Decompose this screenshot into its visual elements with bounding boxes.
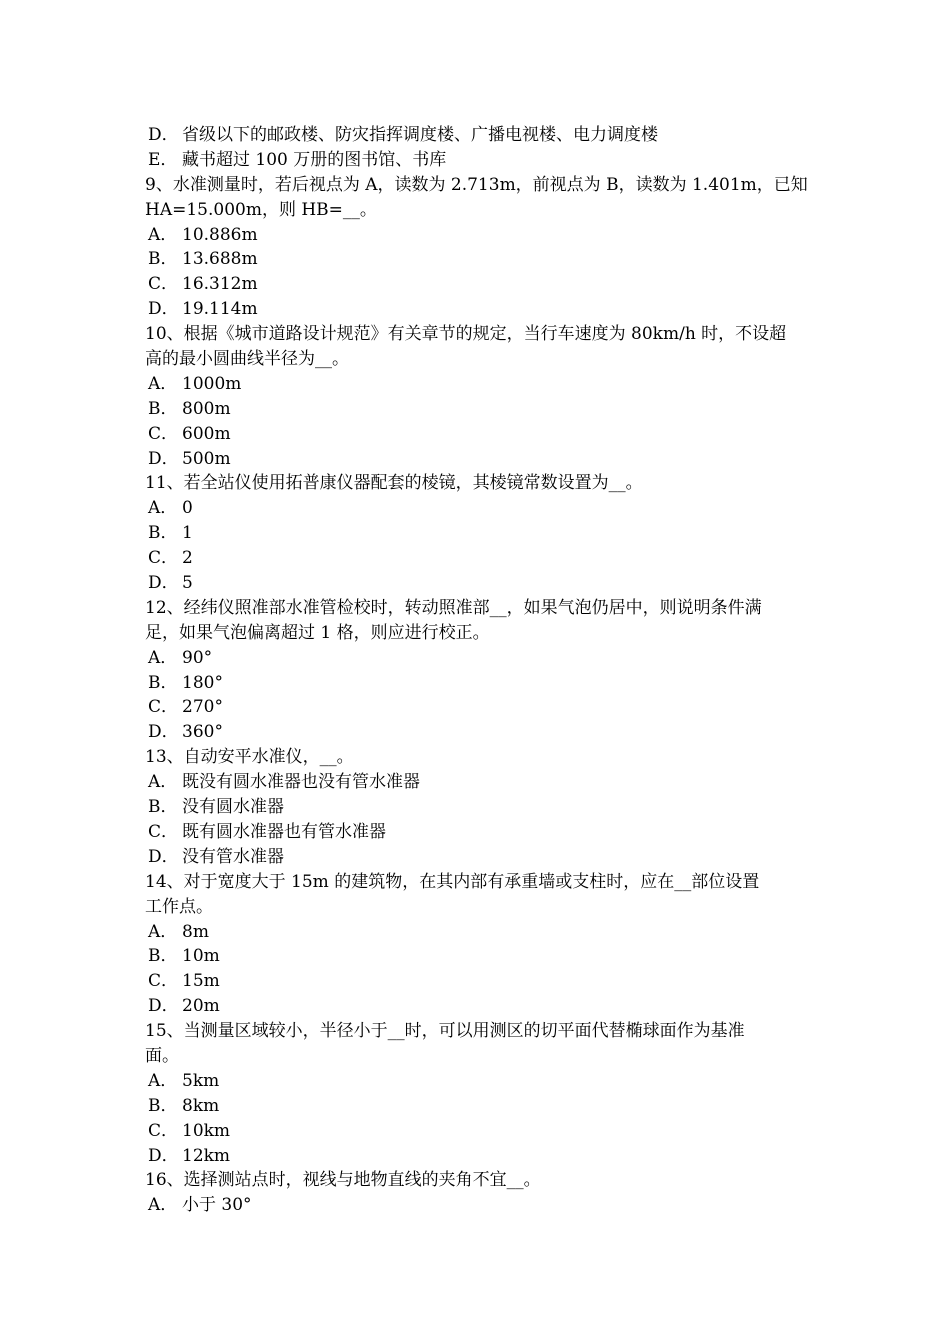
question-text: 面。 — [145, 1045, 179, 1066]
question-text: 14、对于宽度大于 15m 的建筑物，在其内部有承重墙或支柱时，应在__部位设置 — [145, 871, 760, 892]
option-c: C． 2 — [148, 548, 193, 569]
option-b: B． 没有圆水准器 — [148, 797, 284, 818]
question-11 — [145, 471, 810, 595]
question-text: 16、选择测站点时，视线与地物直线的夹角不宜__。 — [145, 1170, 541, 1191]
option-d: D． 500m — [148, 448, 231, 469]
document-page — [145, 123, 810, 1218]
question-12 — [145, 596, 810, 745]
option-c: C． 既有圆水准器也有管水准器 — [148, 821, 386, 842]
option-a: A． 8m — [148, 921, 209, 942]
question-text: 9、水准测量时，若后视点为 A，读数为 2.713m，前视点为 B，读数为 1.401m，已知 — [145, 174, 808, 195]
option-d: D． 没有管水准器 — [148, 846, 284, 867]
question-text: 工作点。 — [145, 896, 213, 917]
question-text: 高的最小圆曲线半径为__。 — [145, 349, 349, 370]
option-d: D． 12km — [148, 1145, 231, 1166]
option-c: C． 16.312m — [148, 274, 258, 295]
option-a: A． 5km — [148, 1070, 220, 1091]
question-text: HA=15.000m，则 HB=__。 — [145, 199, 377, 220]
question-15 — [145, 1019, 810, 1168]
option-c: C． 10km — [148, 1120, 231, 1141]
question-13 — [145, 745, 810, 869]
option-c: C． 600m — [148, 423, 231, 444]
option-b: B． 180° — [148, 672, 223, 693]
option-d: D． 20m — [148, 996, 220, 1017]
option-d: D． 360° — [148, 722, 223, 743]
question-14 — [145, 870, 810, 1019]
question-text: 10、根据《城市道路设计规范》有关章节的规定，当行车速度为 80km/h 时，不设超 — [145, 324, 787, 345]
option-b: B． 8km — [148, 1095, 220, 1116]
question-10 — [145, 322, 810, 471]
option-a: A． 0 — [148, 498, 193, 519]
option-b: B． 1 — [148, 523, 193, 544]
option-a: A． 1000m — [148, 373, 242, 394]
question-text: 15、当测量区域较小，半径小于__时，可以用测区的切平面代替椭球面作为基准 — [145, 1021, 745, 1042]
option-b: B． 10m — [148, 946, 220, 967]
question-text: 11、若全站仪使用拓普康仪器配套的棱镜，其棱镜常数设置为__。 — [145, 473, 643, 494]
option-d: D． 19.114m — [148, 299, 258, 320]
option-e: E． 藏书超过 100 万册的图书馆、书库 — [148, 149, 447, 170]
option-c: C． 15m — [148, 971, 220, 992]
option-a: A． 10.886m — [148, 224, 258, 245]
question-text: 12、经纬仪照准部水准管检校时，转动照准部__，如果气泡仍居中，则说明条件满 — [145, 597, 762, 618]
option-d: D． 5 — [148, 573, 193, 594]
option-d: D． 省级以下的邮政楼、防灾指挥调度楼、广播电视楼、电力调度楼 — [148, 125, 658, 145]
question-16 — [145, 1168, 810, 1218]
option-b: B． 800m — [148, 398, 231, 419]
option-a: A． 小于 30° — [148, 1195, 252, 1216]
question-8-remaining-options — [145, 123, 810, 173]
question-text: 13、自动安平水准仪，__。 — [145, 747, 354, 768]
option-c: C． 270° — [148, 697, 223, 718]
option-b: B． 13.688m — [148, 249, 258, 270]
question-text: 足，如果气泡偏离超过 1 格，则应进行校正。 — [145, 622, 490, 643]
question-9 — [145, 173, 810, 322]
option-a: A． 既没有圆水准器也没有管水准器 — [148, 772, 420, 793]
option-a: A． 90° — [148, 647, 213, 668]
